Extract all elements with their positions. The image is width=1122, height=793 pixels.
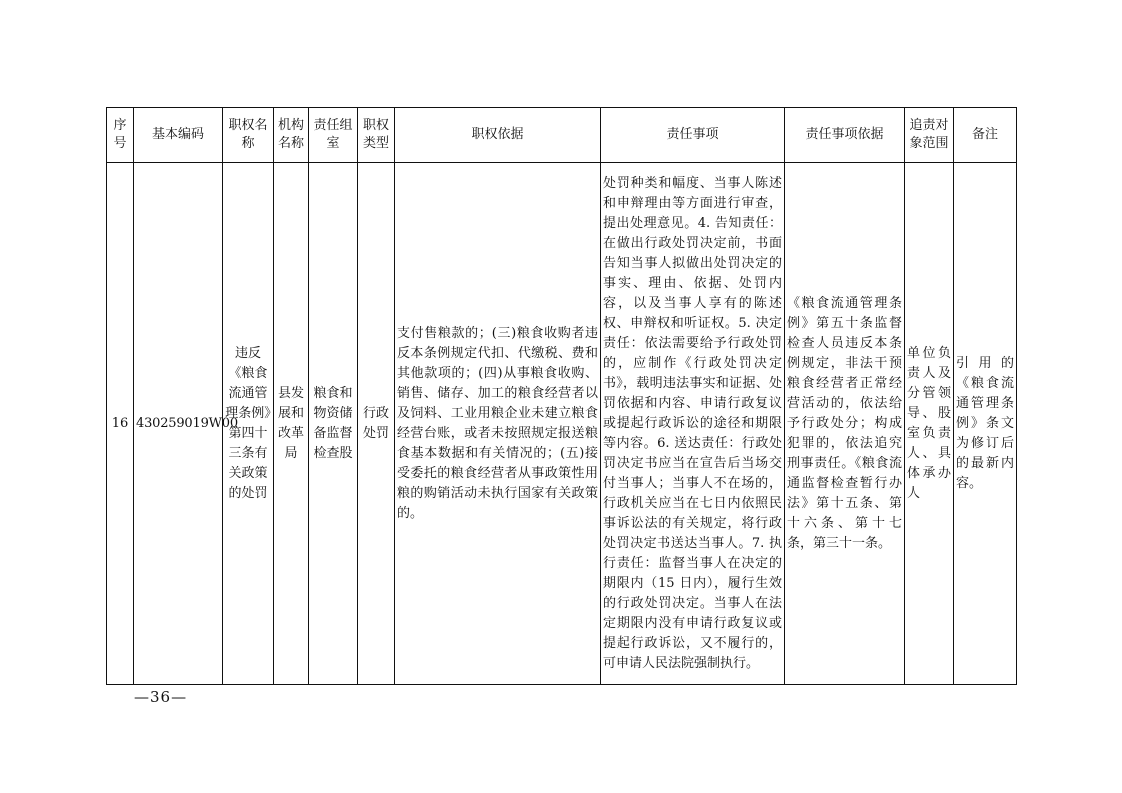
cell-dept: 粮食和物资储备监督检查股 [309,163,358,685]
responsibility-table [106,107,1017,685]
header-row [107,108,1017,163]
page-number: —36— [134,688,188,706]
header-seq: 序号 [107,108,134,163]
cell-duty: 处罚种类和幅度、当事人陈述和申辩理由等方面进行审查，提出处理意见。4. 告知责任：在做出行政处罚决定前，书面告知当事人拟做出处罚决定的事实、理由、依据、处罚内容，以及当事人享有的陈述权、申辩权和听证权。5. 决定责任：依法需要给予行政处罚的，应制作《行政处罚决定书》，载明违法事实和证据、处罚依据和内容、申请行政复议或提起行政诉讼的途径和期限等内容。6. 送达责任：行政处罚决定书应当在宣告后当场交付当事人；当事人不在场的，行政机关应当在七日内依照民事诉讼法的有关规定，将行政处罚决定书送达当事人。7. 执行责任：监督当事人在决定的期限内（15 日内），履行生效的行政处罚决定。当事人在法定期限内没有申请行政复议或提起行政诉讼，又不履行的，可申请人民法院强制执行。 [601,163,785,685]
header-code: 基本编码 [134,108,223,163]
cell-power-type: 行政处罚 [358,163,395,685]
cell-org-name: 县发展和改革局 [274,163,309,685]
cell-power-name: 违反《粮食流通管理条例》第四十三条有关政策的处罚 [223,163,274,685]
cell-scope: 单位负责人及分管领导、股室负责人、具体承办人 [905,163,954,685]
header-power-name: 职权名称 [223,108,274,163]
header-scope: 追责对象范围 [905,108,954,163]
cell-duty-basis: 《粮食流通管理条例》第五十条监督检查人员违反本条例规定，非法干预粮食经营者正常经营活动的，依法给予行政处分；构成犯罪的，依法追究刑事责任。《粮食流通监督检查暂行办法》第十五条、第十六条、第十七条，第三十一条。 [785,163,905,685]
cell-basis: 支付售粮款的；(三)粮食收购者违反本条例规定代扣、代缴税、费和其他款项的；(四)从事粮食收购、销售、储存、加工的粮食经营者以及饲料、工业用粮企业未建立粮食经营台账，或者未按照规定报送粮食基本数据和有关情况的；(五)接受委托的粮食经营者从事政策性用粮的购销活动未执行国家有关政策的。 [395,163,601,685]
header-basis: 职权依据 [395,108,601,163]
header-note: 备注 [954,108,1017,163]
header-duty: 责任事项 [601,108,785,163]
cell-seq: 16 [107,163,134,685]
cell-code: 430259019W00 [134,163,223,685]
header-org-name: 机构名称 [274,108,309,163]
cell-note: 引用的《粮食流通管理条例》条文为修订后的最新内容。 [954,163,1017,685]
header-power-type: 职权类型 [358,108,395,163]
header-dept: 责任组室 [309,108,358,163]
table-row [107,163,1017,685]
header-duty-basis: 责任事项依据 [785,108,905,163]
